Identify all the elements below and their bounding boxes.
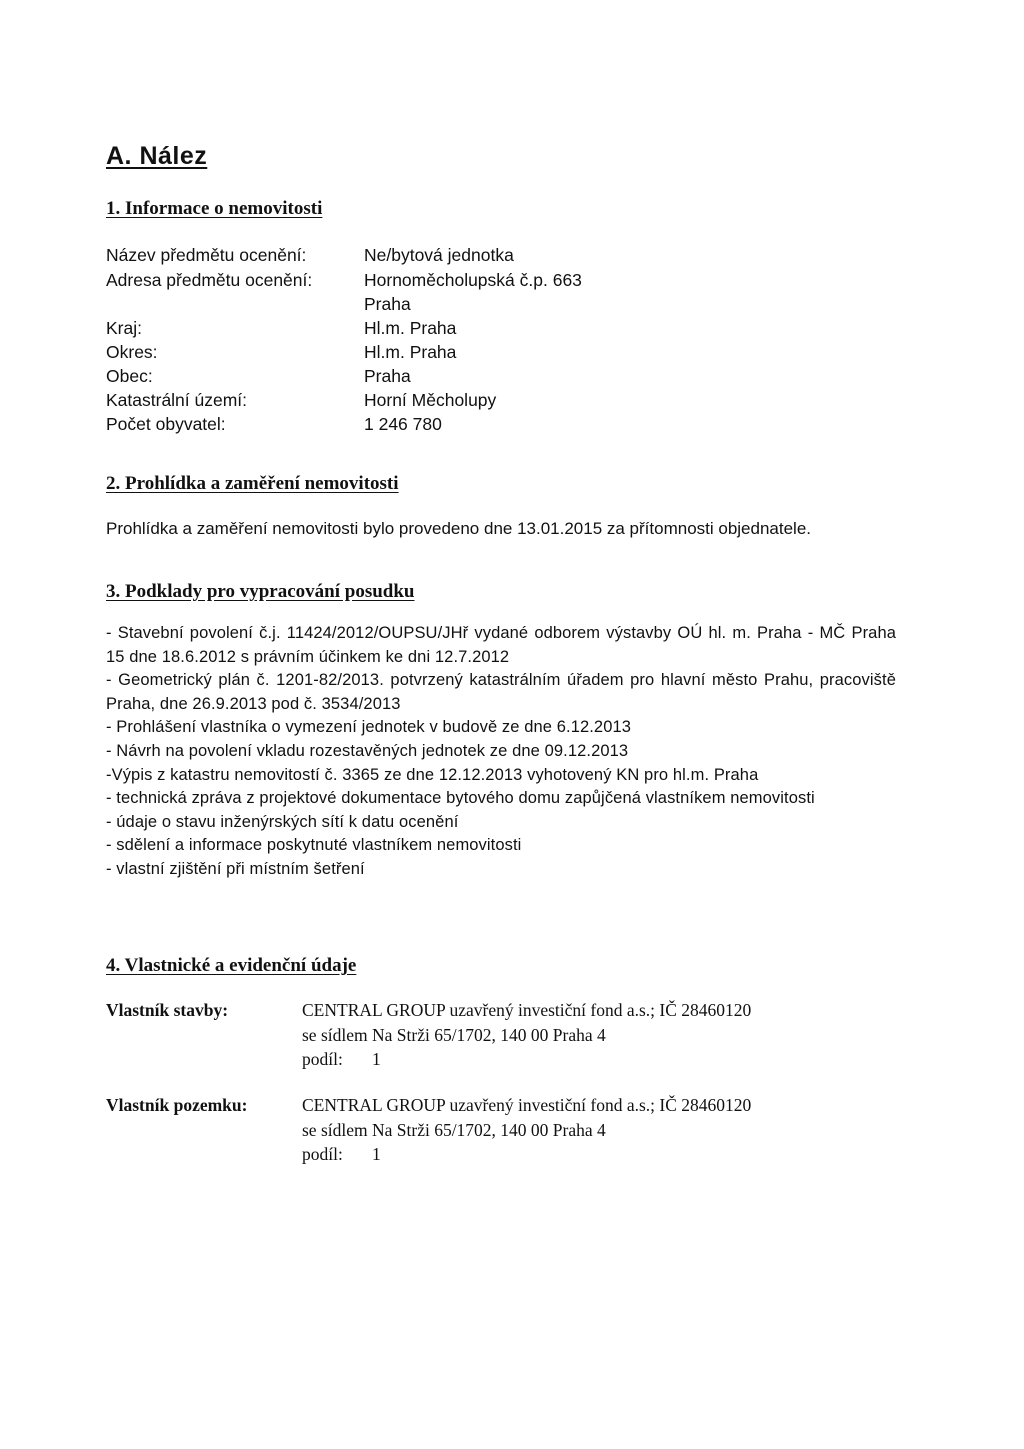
main-heading: A. Nález <box>106 142 208 170</box>
owner-share <box>302 1047 751 1072</box>
info-value: Hl.m. Praha <box>364 342 457 362</box>
info-label: Název předmětu ocenění: <box>106 245 307 265</box>
list-item: - Návrh na povolení vkladu rozestavěných jednotek ze dne 09.12.2013 <box>106 741 629 760</box>
list-item: - údaje o stavu inženýrských sítí k datu ocenění <box>106 812 459 831</box>
owner-share <box>302 1142 751 1167</box>
building-owner-details <box>302 998 751 1072</box>
info-row-region <box>106 316 806 340</box>
info-value: Praha <box>364 294 411 314</box>
info-value: Horní Měcholupy <box>364 390 497 410</box>
list-item: - Geometrický plán č. 1201-82/2013. potvrzený katastrálním úřadem pro hlavní město Prahu, pracoviště Praha, dne 26.9.2013 pod č. 3534/2013 <box>106 671 896 713</box>
land-owner-details <box>302 1093 751 1167</box>
documents-list <box>106 622 896 882</box>
info-row-address <box>106 268 806 292</box>
info-row-name <box>106 243 806 267</box>
info-row-cadastral <box>106 388 806 412</box>
info-value: Hl.m. Praha <box>364 318 457 338</box>
list-item: - technická zpráva z projektové dokumentace bytového domu zapůjčená vlastníkem nemovitosti <box>106 789 815 808</box>
info-label: Adresa předmětu ocenění: <box>106 270 313 290</box>
info-value: Ne/bytová jednotka <box>364 245 514 265</box>
info-row-population <box>106 412 806 436</box>
info-label: Okres: <box>106 342 158 362</box>
list-item: - Prohlášení vlastníka o vymezení jednotek v budově ze dne 6.12.2013 <box>106 718 632 737</box>
share-label: podíl: <box>302 1144 343 1164</box>
inspection-text: Prohlídka a zaměření nemovitosti bylo provedeno dne 13.01.2015 za přítomnosti objednatele. <box>106 519 812 538</box>
building-owner-label: Vlastník stavby: <box>106 1000 229 1020</box>
share-label: podíl: <box>302 1049 343 1069</box>
owner-name: CENTRAL GROUP uzavřený investiční fond a.s.; IČ 28460120 <box>302 1000 752 1020</box>
info-row-municipality <box>106 364 806 388</box>
list-item: - vlastní zjištění při místním šetření <box>106 859 365 878</box>
land-owner-label: Vlastník pozemku: <box>106 1095 248 1115</box>
info-label: Kraj: <box>106 318 142 338</box>
info-label: Obec: <box>106 366 153 386</box>
owner-name: CENTRAL GROUP uzavřený investiční fond a.s.; IČ 28460120 <box>302 1095 752 1115</box>
info-label: Počet obyvatel: <box>106 414 226 434</box>
info-row-city <box>106 292 806 316</box>
info-value: Praha <box>364 366 411 386</box>
share-value: 1 <box>372 1049 381 1069</box>
owner-address: se sídlem Na Strži 65/1702, 140 00 Praha 4 <box>302 1024 606 1045</box>
owner-address: se sídlem Na Strži 65/1702, 140 00 Praha 4 <box>302 1119 606 1140</box>
section-3-title: 3. Podklady pro vypracování posudku <box>106 581 415 602</box>
share-value: 1 <box>372 1144 381 1164</box>
list-item: - sdělení a informace poskytnuté vlastníkem nemovitosti <box>106 836 522 855</box>
section-4-title: 4. Vlastnické a evidenční údaje <box>106 955 357 976</box>
section-1-title: 1. Informace o nemovitosti <box>106 198 323 219</box>
list-item: -Výpis z katastru nemovitostí č. 3365 ze dne 12.12.2013 vyhotovený KN pro hl.m. Praha <box>106 765 759 784</box>
list-item: - Stavební povolení č.j. 11424/2012/OUPSU/JHř vydané odborem výstavby OÚ hl. m. Praha - MČ Praha 15 dne 18.6.2012 s právním účinkem ke dni 12.7.2012 <box>106 624 896 666</box>
info-label: Katastrální území: <box>106 390 248 410</box>
info-value: 1 246 780 <box>364 414 442 434</box>
info-row-district <box>106 340 806 364</box>
info-value: Hornoměcholupská č.p. 663 <box>364 270 582 290</box>
building-owner-block <box>106 998 906 1078</box>
section-2-title: 2. Prohlídka a zaměření nemovitosti <box>106 473 399 494</box>
land-owner-block <box>106 1093 906 1173</box>
